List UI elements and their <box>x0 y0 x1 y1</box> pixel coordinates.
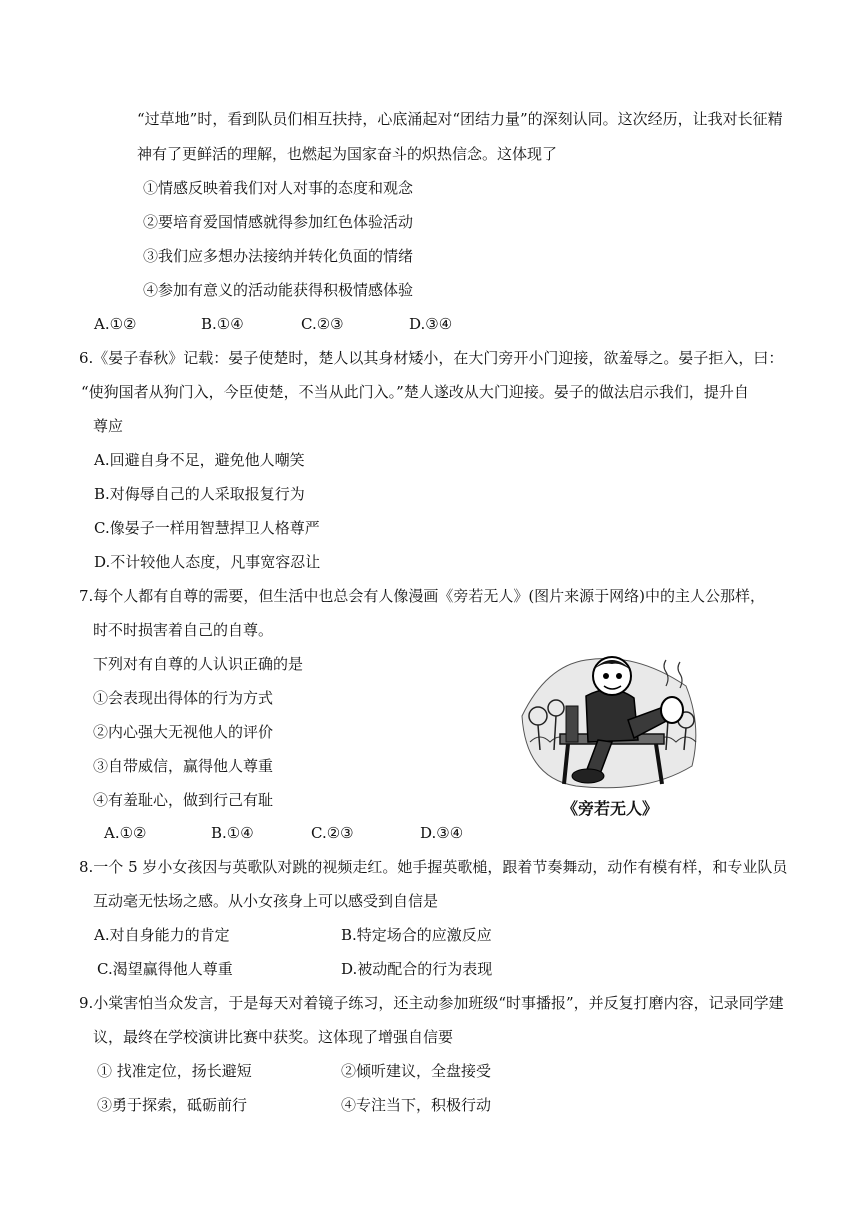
q6-option-b: B.对侮辱自己的人采取报复行为 <box>94 485 305 503</box>
q9-statement-1: ① 找准定位，扬长避短 <box>97 1062 252 1080</box>
q5-option-d: D.③④ <box>409 315 453 333</box>
q6-option-d: D.不计较他人态度，凡事宽容忍让 <box>94 553 321 571</box>
q9-statement-2: ②倾听建议，全盘接受 <box>341 1062 492 1080</box>
cartoon-caption: 《旁若无人》 <box>561 799 658 818</box>
q6-stem-line3: 尊应 <box>93 417 124 435</box>
cartoon-drawing <box>516 646 704 796</box>
q9-stem-line2: 议，最终在学校演讲比赛中获奖。这体现了增强自信要 <box>93 1028 454 1046</box>
q7-option-c: C.②③ <box>311 824 354 842</box>
q5-statement-3: ③我们应多想办法接纳并转化负面的情绪 <box>143 247 414 265</box>
cartoon-illustration <box>516 646 704 824</box>
q6-option-a: A.回避自身不足，避免他人嘲笑 <box>94 451 305 469</box>
q7-option-a: A.①② <box>104 824 147 842</box>
q8-stem-line1: 8.一个 5 岁小女孩因与英歌队对跳的视频走红。她手握英歌槌，跟着节奏舞动，动作有模有样，和专业队员 <box>79 858 788 876</box>
q8-option-b: B.特定场合的应激反应 <box>341 926 492 944</box>
q7-stem-line1: 7.每个人都有自尊的需要，但生活中也总会有人像漫画《旁若无人》(图片来源于网络)中的主人公那样， <box>79 587 766 605</box>
q7-statement-1: ①会表现出得体的行为方式 <box>93 689 274 707</box>
q8-stem-line2: 互动毫无怯场之感。从小女孩身上可以感受到自信是 <box>93 892 439 910</box>
q6-stem-line2: “使狗国者从狗门入，今臣使楚，不当从此门入。”楚人遂改从大门迎接。晏子的做法启示我们，提升自 <box>81 383 749 401</box>
q5-stem-line1: “过草地”时，看到队员们相互扶持，心底涌起对“团结力量”的深刻认同。这次经历，让我对长征精 <box>137 110 783 128</box>
q8-option-c: C.渴望赢得他人尊重 <box>97 960 233 978</box>
q9-statement-4: ④专注当下，积极行动 <box>341 1096 492 1114</box>
q5-option-c: C.②③ <box>301 315 344 333</box>
q7-statement-3: ③自带威信，赢得他人尊重 <box>93 757 274 775</box>
q5-statement-4: ④参加有意义的活动能获得积极情感体验 <box>143 281 414 299</box>
q5-option-a: A.①② <box>94 315 137 333</box>
q5-statement-1: ①情感反映着我们对人对事的态度和观念 <box>143 179 414 197</box>
q7-stem-line2: 时不时损害着自己的自尊。 <box>93 621 274 639</box>
q9-stem-line1: 9.小棠害怕当众发言，于是每天对着镜子练习，还主动参加班级“时事播报”，并反复打磨内容，记录同学建 <box>79 994 784 1012</box>
q9-statement-3: ③勇于探索，砥砺前行 <box>97 1096 248 1114</box>
q5-statement-2: ②要培育爱国情感就得参加红色体验活动 <box>143 213 414 231</box>
q7-statement-4: ④有羞耻心，做到行己有耻 <box>93 791 274 809</box>
q5-option-b: B.①④ <box>201 315 244 333</box>
q8-option-a: A.对自身能力的肯定 <box>94 926 230 944</box>
q7-option-b: B.①④ <box>211 824 254 842</box>
q7-stem-line3: 下列对有自尊的人认识正确的是 <box>93 655 304 673</box>
q5-stem-line2: 神有了更鲜活的理解，也燃起为国家奋斗的炽热信念。这体现了 <box>137 145 558 163</box>
q6-stem-line1: 6.《晏子春秋》记载：晏子使楚时，楚人以其身材矮小，在大门旁开小门迎接，欲羞辱之。晏子拒入，曰： <box>79 349 784 367</box>
q7-option-d: D.③④ <box>420 824 464 842</box>
q6-option-c: C.像晏子一样用智慧捍卫人格尊严 <box>94 519 320 537</box>
q7-statement-2: ②内心强大无视他人的评价 <box>93 723 274 741</box>
q8-option-d: D.被动配合的行为表现 <box>341 960 493 978</box>
